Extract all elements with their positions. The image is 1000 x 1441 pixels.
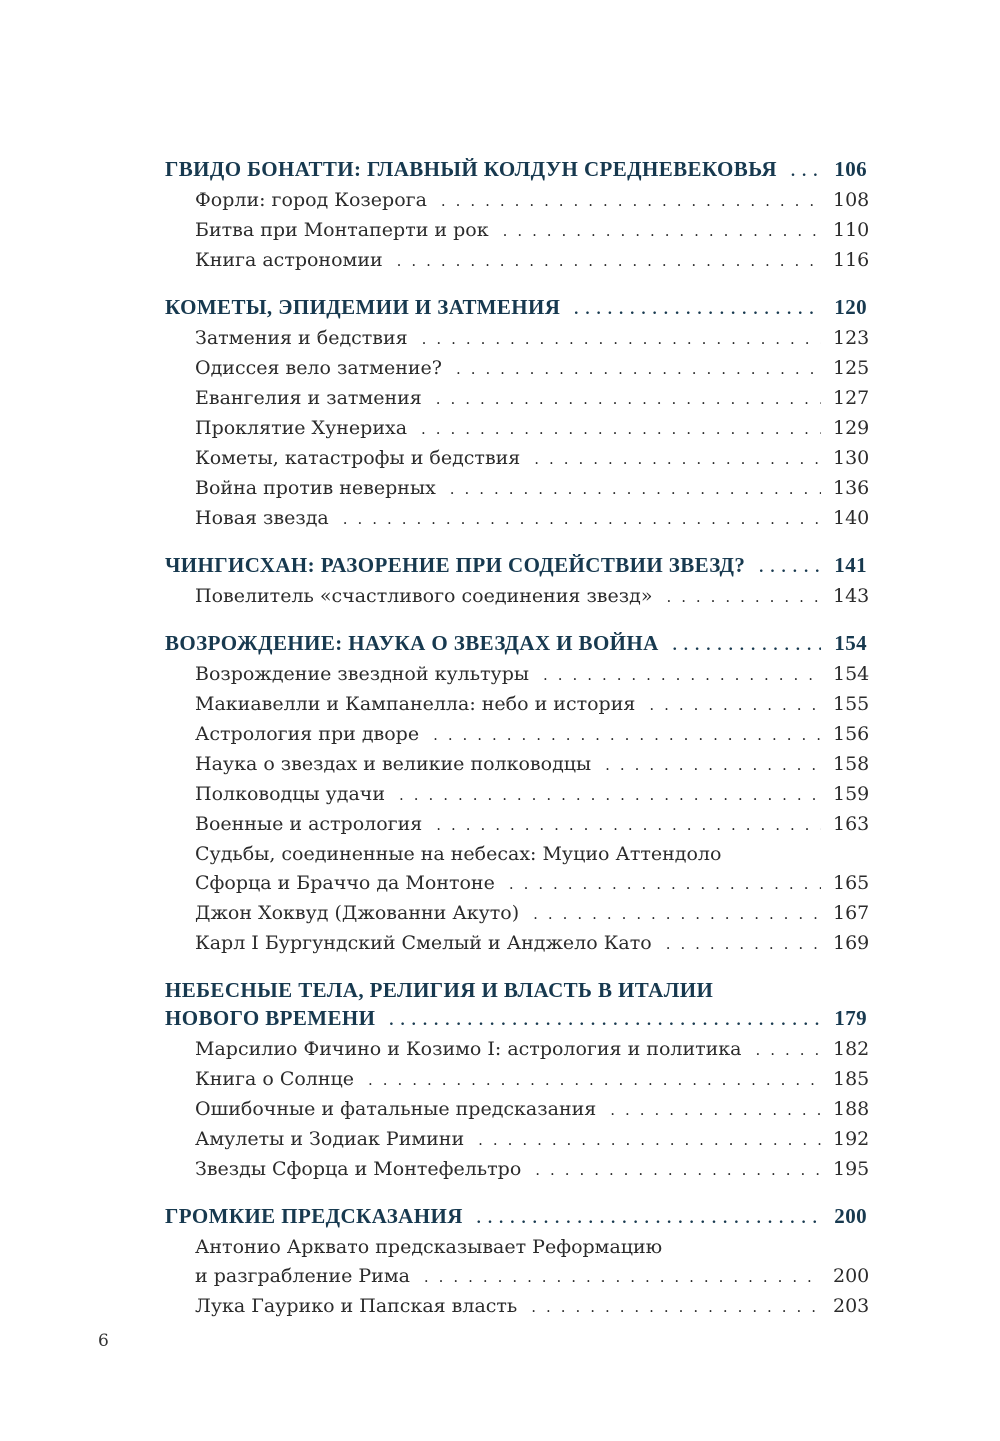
dot-leader [531,1293,821,1322]
dot-leader [533,900,821,929]
entry-title: Звезды Сфорца и Монтефельтро [195,1158,522,1180]
dot-leader [610,1096,821,1125]
toc-entry[interactable] [165,444,870,474]
entry-title: Возрождение звездной культуры [195,663,530,685]
dot-leader [343,505,821,534]
entry-title: Проклятие Хунериха [195,417,408,439]
chapter-heading[interactable] [165,155,867,186]
entry-title: Затмения и бедствия [195,327,408,349]
entry-page-number: 158 [833,753,870,775]
chapter-page-number: 120 [834,295,867,319]
toc-entry[interactable] [165,1035,870,1065]
entry-page-number: 155 [833,693,870,715]
entry-title: Форли: город Козерога [195,189,427,211]
entry-title: Книга о Солнце [195,1068,355,1090]
dot-leader [399,781,821,810]
table-of-contents [165,155,870,1339]
entry-title: Повелитель «счастливого соединения звезд» [195,585,653,607]
entry-title: Антонио Арквато предсказывает Реформацию [195,1236,663,1258]
toc-entry[interactable] [165,720,870,750]
entry-page-number: 192 [833,1128,870,1150]
dot-leader [421,415,821,444]
chapter-page-number: 106 [834,157,867,181]
entry-title: Наука о звездах и великие полководцы [195,753,592,775]
entry-title: Кометы, катастрофы и бедствия [195,447,521,469]
entry-title: Сфорца и Браччо да Монтоне [195,872,495,894]
entry-page-number: 195 [833,1158,870,1180]
entry-page-number: 182 [833,1038,870,1060]
toc-entry[interactable] [165,810,870,840]
dot-leader [666,930,821,959]
toc-entry[interactable] [165,354,870,384]
entry-title: Ошибочные и фатальные предсказания [195,1098,597,1120]
chapter-title: НОВОГО ВРЕМЕНИ [165,1006,376,1030]
dot-leader [389,1007,821,1035]
entry-title: Одиссея вело затмение? [195,357,442,379]
toc-entry[interactable] [165,750,870,780]
dot-leader [673,632,821,660]
chapter-heading[interactable] [165,1202,867,1233]
chapter-heading[interactable] [165,1004,867,1035]
dot-leader [456,355,821,384]
entry-page-number: 110 [833,219,870,241]
chapter-title: НЕБЕСНЫЕ ТЕЛА, РЕЛИГИЯ И ВЛАСТЬ В ИТАЛИИ [165,978,714,1002]
chapter-title: ВОЗРОЖДЕНИЕ: НАУКА О ЗВЕЗДАХ И ВОЙНА [165,631,659,655]
entry-page-number: 200 [833,1265,870,1287]
dot-leader [441,187,821,216]
toc-entry[interactable] [165,1155,870,1185]
chapter-page-number: 141 [834,553,867,577]
entry-page-number: 165 [833,872,870,894]
entry-title: Макиавелли и Кампанелла: небо и история [195,693,636,715]
entry-title: Война против неверных [195,477,436,499]
dot-leader [478,1126,821,1155]
toc-entry[interactable] [165,1125,870,1155]
entry-title-line [165,840,867,869]
toc-entry[interactable] [165,899,870,929]
chapter-heading[interactable] [165,293,867,324]
dot-leader [759,554,821,582]
dot-leader [450,475,821,504]
entry-page-number: 140 [833,507,870,529]
toc-section [165,976,870,1185]
toc-entry[interactable] [165,186,870,216]
toc-entry[interactable] [165,216,870,246]
chapter-heading[interactable] [165,551,867,582]
chapter-page-number: 179 [834,1006,867,1030]
dot-leader [605,751,821,780]
entry-page-number: 159 [833,783,870,805]
dot-leader [574,296,821,324]
entry-page-number: 169 [833,932,870,954]
dot-leader [791,158,821,186]
entry-page-number: 123 [833,327,870,349]
entry-title: Амулеты и Зодиак Римини [195,1128,465,1150]
chapter-page-number: 154 [834,631,867,655]
entry-title: Судьбы, соединенные на небесах: Муцио Аттендоло [195,843,722,865]
entry-title: Военные и астрология [195,813,423,835]
entry-title: Евангелия и затмения [195,387,422,409]
toc-entry[interactable] [165,582,870,612]
toc-entry[interactable] [165,869,870,899]
toc-entry[interactable] [165,1262,870,1292]
toc-entry[interactable] [165,324,870,354]
entry-page-number: 125 [833,357,870,379]
toc-entry[interactable] [165,246,870,276]
dot-leader [433,721,821,750]
dot-leader [368,1066,821,1095]
page-number: 6 [98,1331,109,1351]
toc-entry[interactable] [165,1292,870,1322]
chapter-page-number: 200 [834,1204,867,1228]
entry-page-number: 203 [833,1295,870,1317]
toc-entry[interactable] [165,1095,870,1125]
entry-page-number: 116 [833,249,870,271]
entry-page-number: 185 [833,1068,870,1090]
entry-page-number: 156 [833,723,870,745]
dot-leader [436,385,821,414]
entry-title: Карл I Бургундский Смелый и Анджело Като [195,932,652,954]
entry-page-number: 143 [833,585,870,607]
chapter-title-line [165,976,867,1004]
entry-title: Полководцы удачи [195,783,386,805]
dot-leader [436,811,821,840]
entry-page-number: 167 [833,902,870,924]
entry-title: Книга астрономии [195,249,383,271]
toc-entry[interactable] [165,780,870,810]
dot-leader [424,1263,821,1292]
chapter-title: КОМЕТЫ, ЭПИДЕМИИ И ЗАТМЕНИЯ [165,295,561,319]
entry-title: Астрология при дворе [195,723,420,745]
entry-title: Джон Хоквуд (Джованни Акуто) [195,902,520,924]
entry-title: Лука Гаурико и Папская власть [195,1295,518,1317]
chapter-heading[interactable] [165,629,867,660]
chapter-title: ЧИНГИСХАН: РАЗОРЕНИЕ ПРИ СОДЕЙСТВИИ ЗВЕЗД? [165,553,746,577]
toc-section [165,629,870,959]
entry-page-number: 163 [833,813,870,835]
dot-leader [756,1036,822,1065]
entry-title-line [165,1233,867,1262]
toc-entry[interactable] [165,504,870,534]
toc-entry[interactable] [165,660,870,690]
toc-entry[interactable] [165,384,870,414]
entry-page-number: 188 [833,1098,870,1120]
entry-title: Новая звезда [195,507,329,529]
chapter-title: ГВИДО БОНАТТИ: ГЛАВНЫЙ КОЛДУН СРЕДНЕВЕКОВЬЯ [165,157,777,181]
toc-section [165,293,870,534]
dot-leader [535,1156,821,1185]
dot-leader [649,691,821,720]
dot-leader [509,870,821,899]
toc-entry[interactable] [165,929,870,959]
dot-leader [666,583,821,612]
chapter-title: ГРОМКИЕ ПРЕДСКАЗАНИЯ [165,1204,463,1228]
dot-leader [543,661,821,690]
dot-leader [422,325,821,354]
entry-page-number: 136 [833,477,870,499]
toc-entry[interactable] [165,474,870,504]
dot-leader [397,247,821,276]
entry-title: и разграбление Рима [195,1265,410,1287]
dot-leader [534,445,821,474]
toc-entry[interactable] [165,690,870,720]
toc-entry[interactable] [165,414,870,444]
entry-page-number: 129 [833,417,870,439]
entry-page-number: 130 [833,447,870,469]
toc-section [165,551,870,612]
dot-leader [503,217,821,246]
entry-title: Битва при Монтаперти и рок [195,219,489,241]
toc-section [165,1202,870,1322]
entry-page-number: 108 [833,189,870,211]
entry-page-number: 127 [833,387,870,409]
entry-page-number: 154 [833,663,870,685]
entry-title: Марсилио Фичино и Козимо I: астрология и политика [195,1038,742,1060]
toc-section [165,155,870,276]
toc-entry[interactable] [165,1065,870,1095]
dot-leader [477,1205,821,1233]
